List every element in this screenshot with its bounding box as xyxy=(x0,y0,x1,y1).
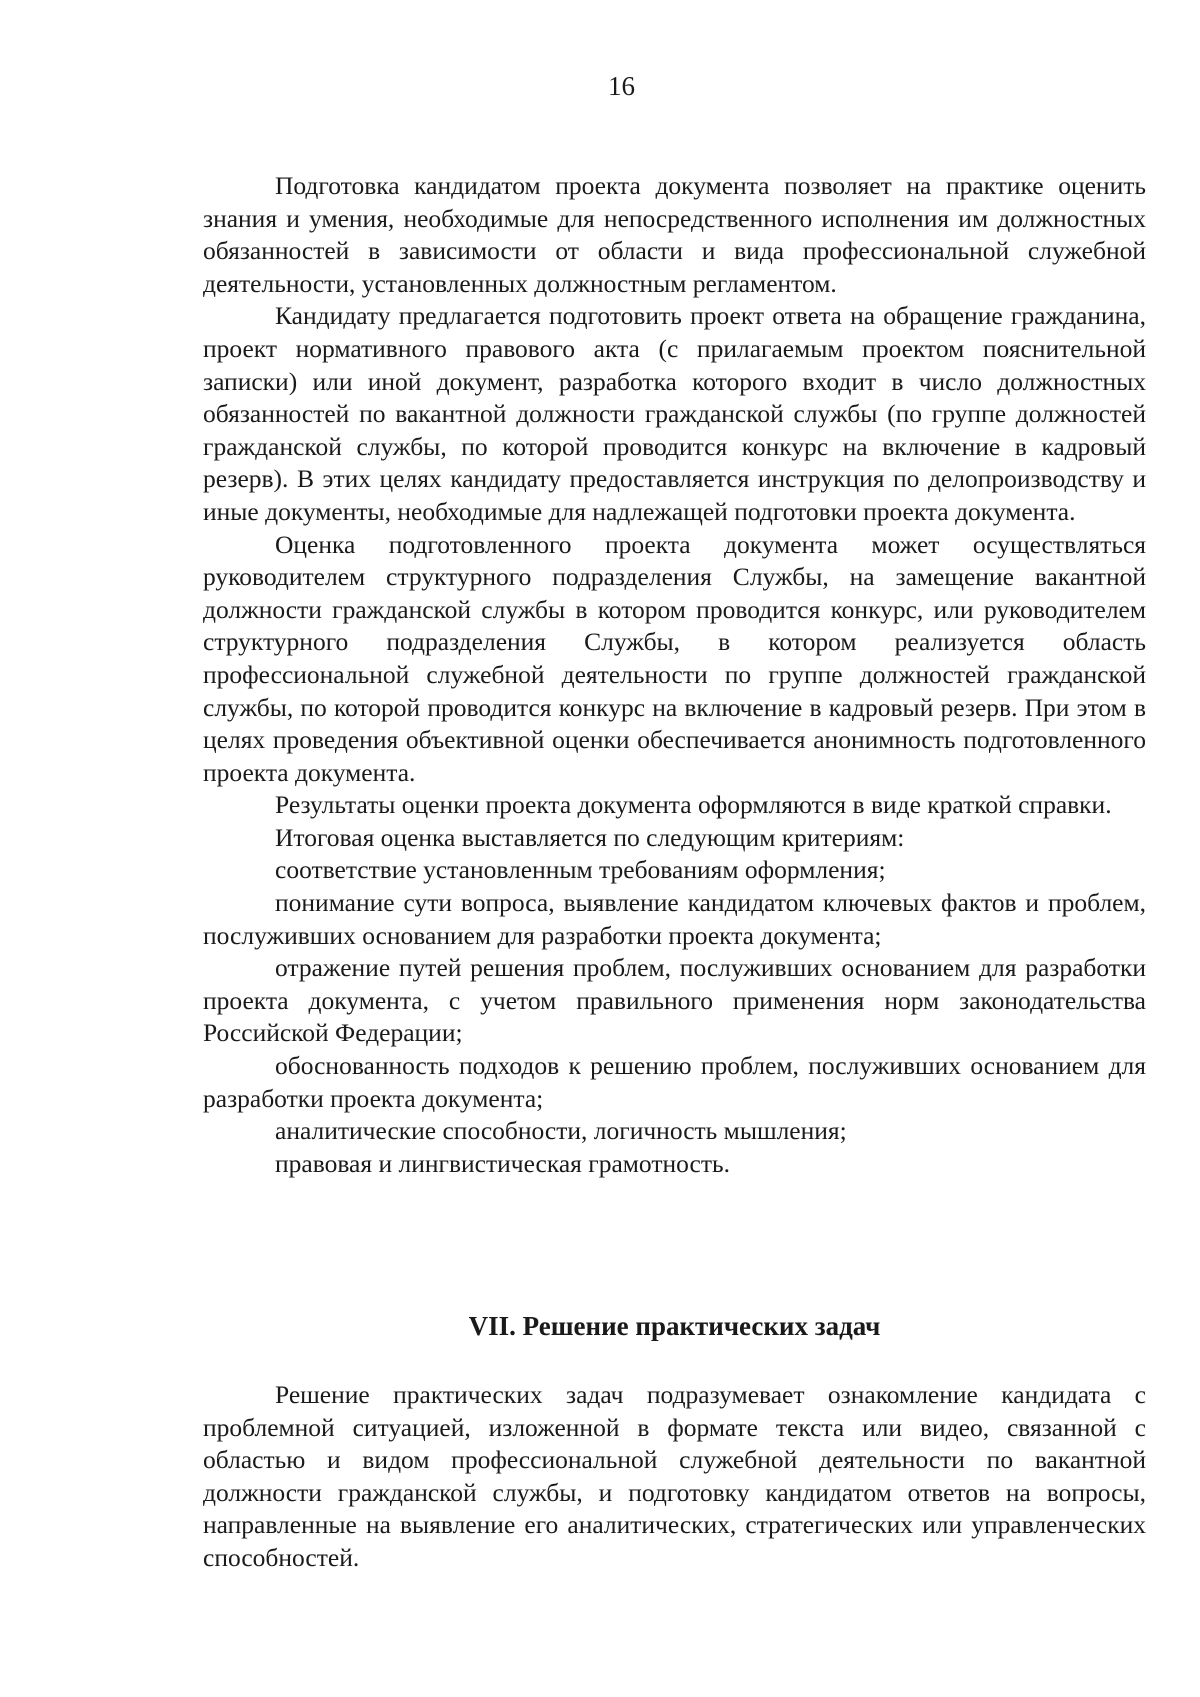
paragraph: Результаты оценки проекта документа оформляются в виде краткой справки. xyxy=(275,790,1112,820)
criteria-item: обоснованность подходов к решению проблем, послуживших основанием для разработки проекта документа; xyxy=(203,1051,1146,1113)
criteria-item: правовая и лингвистическая грамотность. xyxy=(275,1148,730,1178)
paragraph: Подготовка кандидатом проекта документа позволяет на практике оценить знания и умения, необходимые для непосредственного исполнения им должностных обязанностей в зависимости от области и вида профессиональной служебной деятельности, установленных должностным регламентом. xyxy=(203,171,1146,298)
page-number: 16 xyxy=(608,71,635,101)
paragraph: Решение практических задач подразумевает ознакомление кандидата с проблемной ситуацией, изложенной в формате текста или видео, связанной с областью и видом профессиональной служебной деятельности по вакантной должности гражданской службы, и подготовку кандидатом ответов на вопросы, направленные на выявление его аналитических, стратегических или управленческих способностей. xyxy=(203,1380,1146,1572)
criteria-intro: Итоговая оценка выставляется по следующим критериям: xyxy=(275,822,905,852)
paragraph: Кандидату предлагается подготовить проект ответа на обращение гражданина, проект нормативного правового акта (с прилагаемым проектом пояснительной записки) или иной документ, разработка которого входит в число должностных обязанностей по вакантной должности гражданской службы (по группе должностей гражданской службы, по которой проводится конкурс на включение в кадровый резерв). В этих целях кандидату предоставляется инструкция по делопроизводству и иные документы, необходимые для надлежащей подготовки проекта документа. xyxy=(203,301,1146,526)
section-body-document-assessment xyxy=(203,170,1146,1180)
criteria-item: аналитические способности, логичность мышления; xyxy=(275,1116,847,1146)
section-heading: VII. Решение практических задач xyxy=(468,1311,881,1341)
paragraph: Оценка подготовленного проекта документа может осуществляться руководителем структурного подразделения Службы, на замещение вакантной должности гражданской службы в котором проводится конкурс, или руководителем структурного подразделения Службы, в котором реализуется область профессиональной служебной деятельности по группе должностей гражданской службы, по которой проводится конкурс на включение в кадровый резерв. При этом в целях проведения объективной оценки обеспечивается анонимность подготовленного проекта документа. xyxy=(203,529,1146,787)
criteria-item: понимание сути вопроса, выявление кандидатом ключевых фактов и проблем, послуживших основанием для разработки проекта документа; xyxy=(203,888,1146,950)
section-body-practical-tasks xyxy=(203,1379,1146,1575)
criteria-item: отражение путей решения проблем, послуживших основанием для разработки проекта документа, с учетом правильного применения норм законодательства Российской Федерации; xyxy=(203,953,1146,1048)
criteria-item: соответствие установленным требованиям оформления; xyxy=(275,855,886,885)
